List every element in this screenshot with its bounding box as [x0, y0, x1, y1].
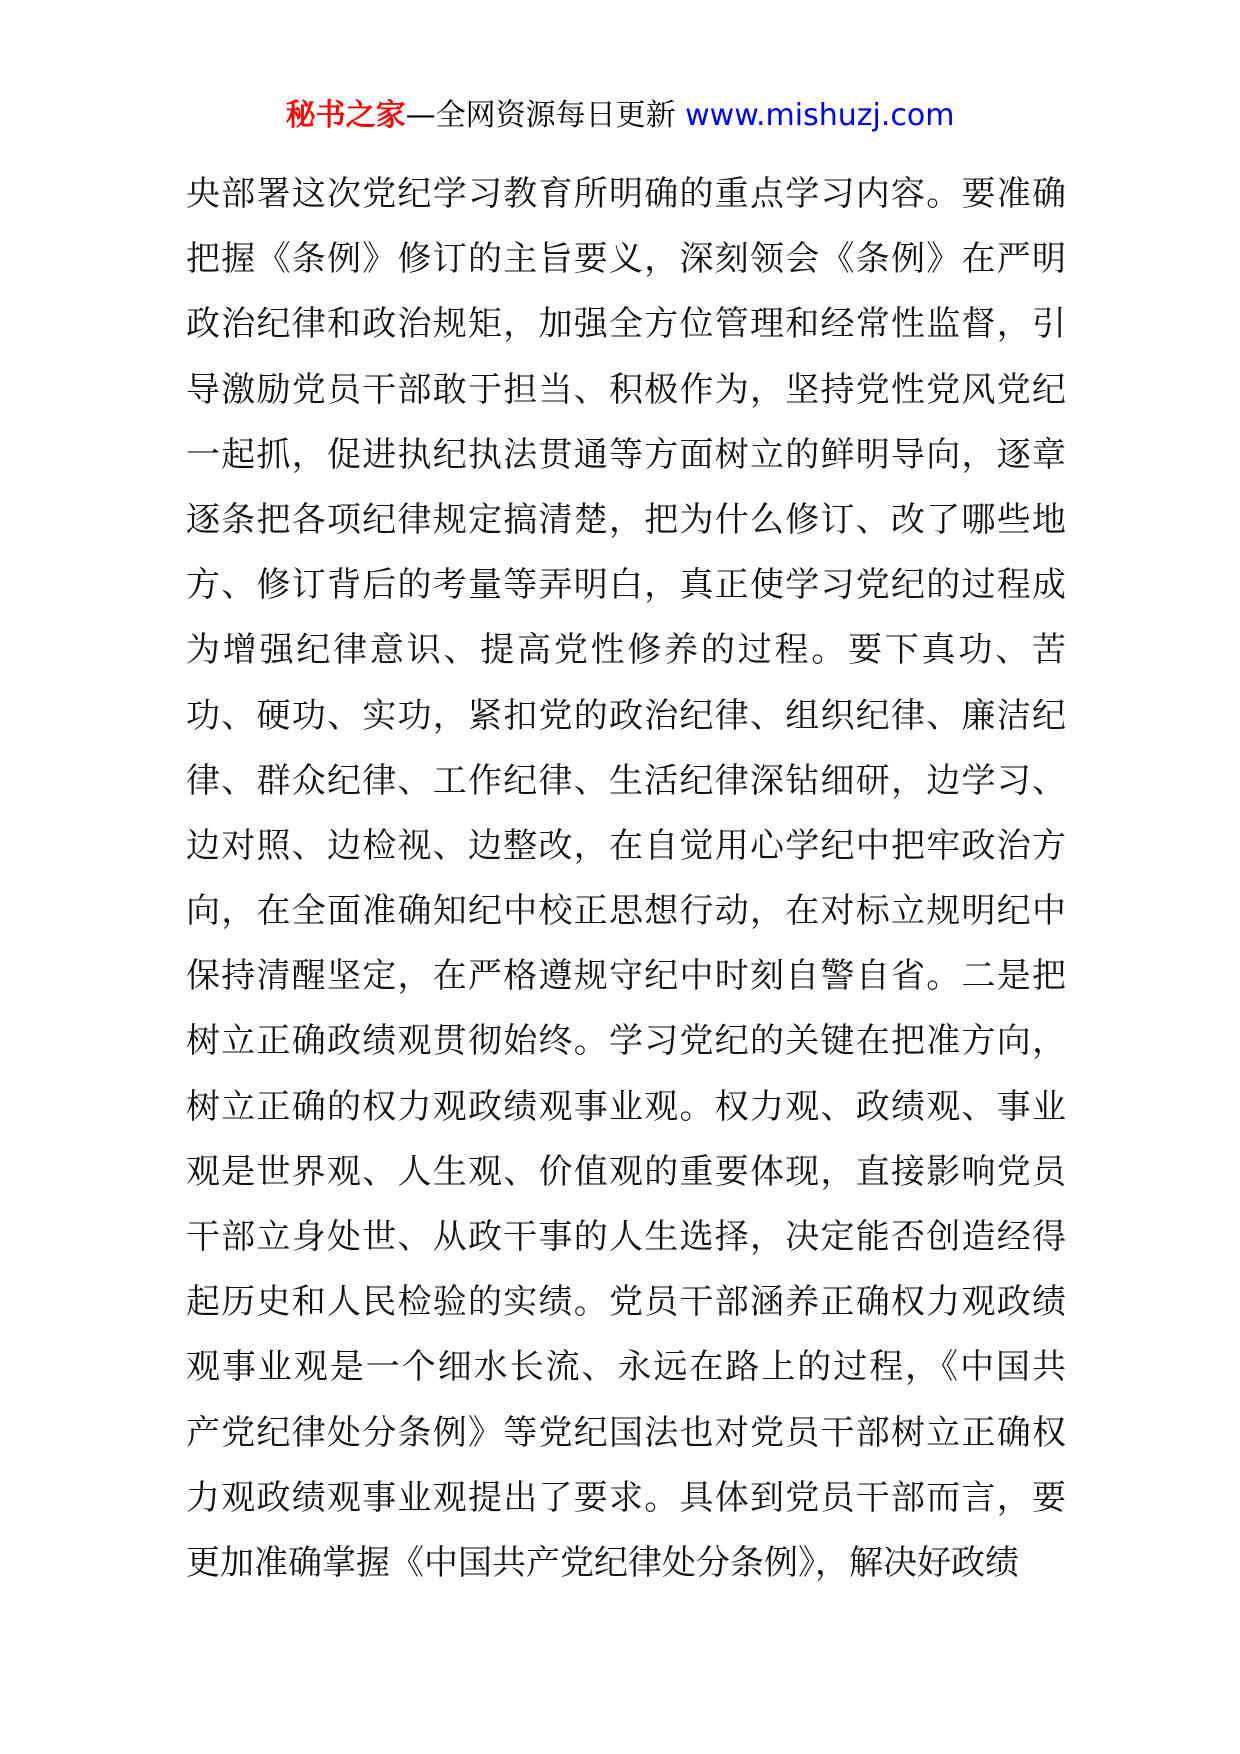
- page-header: [0, 96, 1240, 136]
- text-line: 力观政绩观事业观提出了要求。具体到党员干部而言，要: [186, 1477, 1066, 1518]
- site-url-link[interactable]: www.mishuzj.com: [685, 98, 955, 133]
- document-body: [186, 162, 1066, 1596]
- text-line: 更加准确掌握《中国共产党纪律处分条例》，解决好政绩: [186, 1542, 1019, 1583]
- text-line: 政治纪律和政治规矩，加强全方位管理和经常性监督，引: [186, 304, 1066, 345]
- text-line: 导激励党员干部敢于担当、积极作为，坚持党性党风党纪: [186, 369, 1066, 410]
- text-line: 树立正确的权力观政绩观事业观。权力观、政绩观、事业: [186, 1086, 1066, 1127]
- text-line: 为增强纪律意识、提高党性修养的过程。要下真功、苦: [186, 630, 1066, 671]
- text-line: 律、群众纪律、工作纪律、生活纪律深钻细研，边学习、: [186, 760, 1066, 801]
- text-line: 观事业观是一个细水长流、永远在路上的过程，《中国共: [186, 1347, 1066, 1388]
- text-line: 干部立身处世、从政干事的人生选择，决定能否创造经得: [186, 1217, 1066, 1257]
- text-line: 功、硬功、实功，紧扣党的政治纪律、组织纪律、廉洁纪: [186, 695, 1066, 736]
- header-tagline: —全网资源每日更新: [405, 98, 686, 133]
- text-line: 方、修订背后的考量等弄明白，真正使学习党纪的过程成: [186, 565, 1066, 606]
- text-line: 边对照、边检视、边整改，在自觉用心学纪中把牢政治方: [186, 825, 1066, 866]
- text-line: 向，在全面准确知纪中校正思想行动，在对标立规明纪中: [186, 891, 1066, 932]
- text-line: 产党纪律处分条例》等党纪国法也对党员干部树立正确权: [186, 1412, 1066, 1453]
- text-line: 保持清醒坚定，在严格遵规守纪中时刻自警自省。二是把: [186, 956, 1066, 997]
- text-line: 逐条把各项纪律规定搞清楚，把为什么修订、改了哪些地: [186, 499, 1066, 540]
- brand-name: 秘书之家: [285, 98, 406, 133]
- text-line: 把握《条例》修订的主旨要义，深刻领会《条例》在严明: [186, 239, 1066, 280]
- text-line: 一起抓，促进执纪执法贯通等方面树立的鲜明导向，逐章: [186, 434, 1066, 475]
- text-line: 央部署这次党纪学习教育所明确的重点学习内容。要准确: [186, 174, 1066, 214]
- text-line: 树立正确政绩观贯彻始终。学习党纪的关键在把准方向，: [186, 1021, 1066, 1062]
- text-line: 起历史和人民检验的实绩。党员干部涵养正确权力观政绩: [186, 1282, 1066, 1323]
- text-line: 观是世界观、人生观、价值观的重要体现，直接影响党员: [186, 1151, 1066, 1192]
